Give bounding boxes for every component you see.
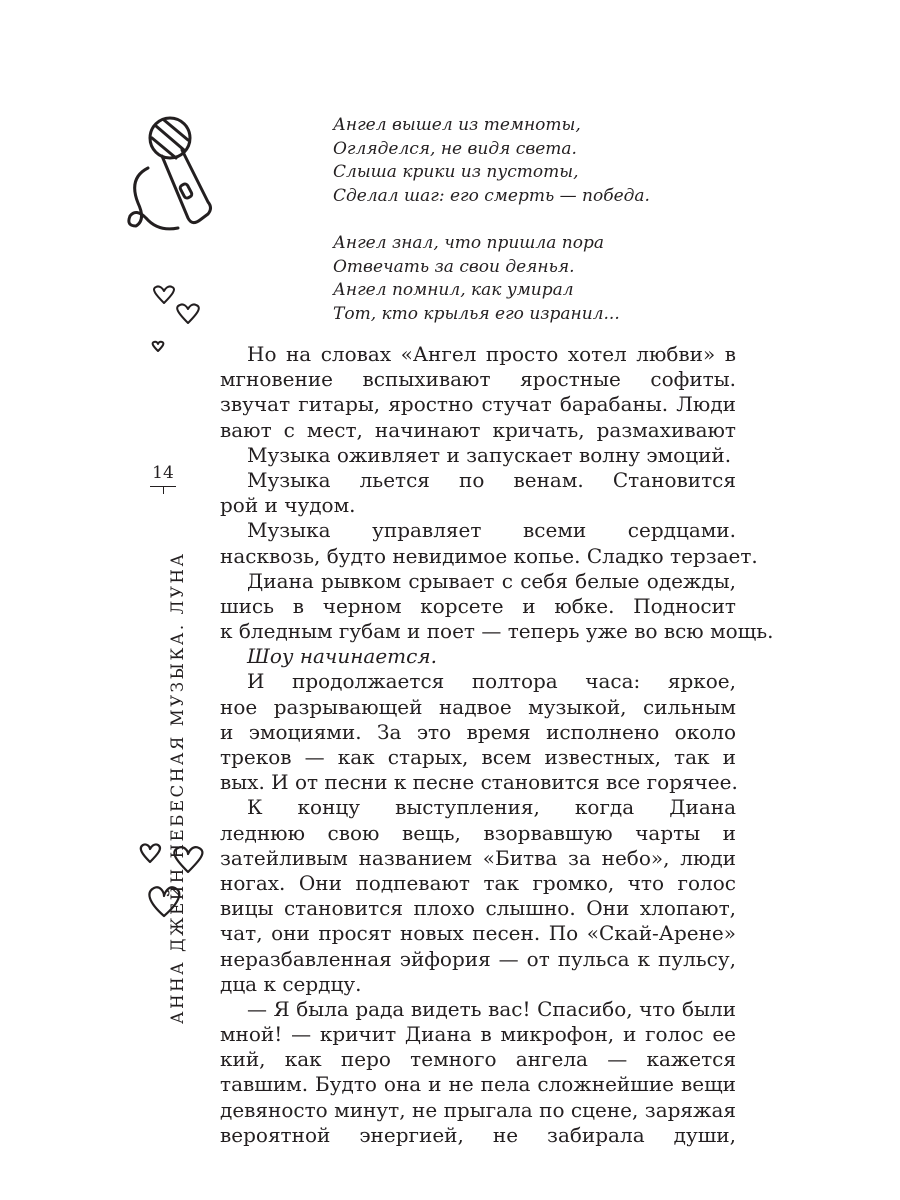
text-line: тавшим. Будто она и не пела сложнейшие вещи [220,1072,736,1097]
text-line: насквозь, будто невидимое копье. Сладко терзает. [220,543,758,568]
text-line: Музыка оживляет и запускает волну эмоций. [247,442,732,467]
poem-line: Отвечать за свои деянья. [333,256,575,277]
text-line: ное разрывающей надвое музыкой, сильным [220,694,736,719]
body-text [220,342,774,1148]
text-line: треков — как старых, всем известных, так и [220,745,736,769]
text-line: и эмоциями. За это время исполнено около [220,719,736,744]
heart-icon [150,285,205,355]
page-number-tick [163,486,164,494]
text-line: леднюю свою вещь, взорвавшую чарты и [220,820,736,845]
text-line: Музыка управляет всеми сердцами. [247,518,736,543]
text-line: Но на словах «Ангел просто хотел любви» в [247,342,736,366]
text-line: вых. И от песни к песне становится все горячее. [220,770,738,795]
text-line: чат, они просят новых песен. По «Скай-Арене» [220,921,736,946]
stanza [333,232,773,326]
poem-line: Ангел помнил, как умирал [333,280,574,300]
text-line: ногах. Они подпевают так громко, что голос [220,870,736,895]
text-line: Шоу начинается. [247,644,437,669]
text-line: шись в черном корсете и юбке. Подносит [220,593,736,618]
text-line: И продолжается полтора часа: яркое, [247,669,736,694]
page-number: 14 [152,463,174,483]
poem-line: Ангел знал, что пришла пора [333,233,604,253]
poem-line: Огляделся, не видя света. [333,138,577,159]
text-line: к бледным губам и поет — теперь уже во всю мощь. [220,619,774,644]
running-head: АННА ДЖЕЙН НЕБЕСНАЯ МУЗЫКА. ЛУНА [168,551,187,1024]
microphone-icon [118,108,218,248]
text-line: дца к сердцу. [220,971,362,996]
text-line: вицы становится плохо слышно. Они хлопают, [220,896,736,921]
poem-line: Слыша крики из пустоты, [333,162,579,182]
text-line: неразбавленная эйфория — от пульса к пульсу, [220,946,736,971]
text-line: затейливым названием «Битва за небо», люди [220,845,736,870]
text-line: вают с мест, начинают кричать, размахивают [220,417,736,442]
text-line: мгновение вспыхивают яростные софиты. [220,367,736,392]
poem-line: Сделал шаг: его смерть — победа. [333,185,650,206]
text-line: вероятной энергией, не забирала души, [220,1122,736,1147]
text-line: — Я была рада видеть вас! Спасибо, что были [247,996,736,1021]
text-line: рой и чудом. [220,493,356,518]
text-line: мной! — кричит Диана в микрофон, и голос ее [220,1022,736,1047]
text-line: Диана рывком срывает с себя белые одежды, [247,568,736,593]
poem-line: Тот, кто крылья его изранил... [333,303,620,324]
text-line: кий, как перо темного ангела — кажется [220,1047,736,1072]
stanza [333,114,773,208]
text-line: К концу выступления, когда Диана [247,795,736,820]
text-line: Музыка льется по венам. Становится [247,467,736,492]
poem [333,114,773,350]
text-line: звучат гитары, яростно стучат барабаны. Люди [220,392,736,417]
text-line: девяносто минут, не прыгала по сцене, заряжая [220,1097,736,1122]
poem-line: Ангел вышел из темноты, [333,115,581,135]
